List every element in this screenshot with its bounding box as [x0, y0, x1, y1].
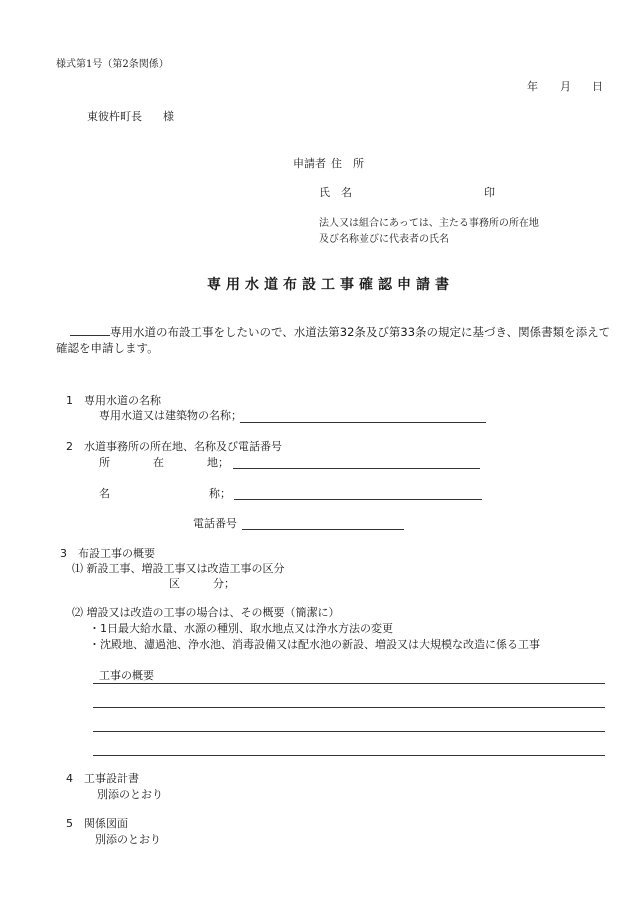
location-field-line	[233, 468, 480, 469]
addressee-honorific: 様	[163, 110, 174, 123]
section4-heading: 4 工事設計書	[66, 772, 139, 785]
overview-line-2	[93, 707, 605, 708]
applicant-note-line1: 法人又は組合にあっては、主たる事務所の所在地	[319, 218, 539, 229]
intro-text: 専用水道の布設工事をしたいので、水道法第32条及び第33条の規定に基づき、関係書類を添えて確認を申請します。	[56, 325, 611, 355]
name-label-1: 名	[99, 487, 110, 500]
applicant-label: 申請者	[293, 157, 326, 170]
section5-heading: 5 関係図面	[66, 817, 128, 830]
blank-field	[70, 325, 110, 336]
applicant-note-line2: 及び名称並びに代表者の氏名	[319, 234, 449, 245]
seal-mark: 印	[484, 186, 495, 199]
overview-line-3	[93, 731, 605, 732]
location-label-2: 在	[153, 456, 164, 469]
addressee-name: 東彼杵町長	[87, 110, 142, 123]
applicant-name-label: 氏 名	[319, 186, 352, 199]
section3-heading: 3 布設工事の概要	[60, 547, 155, 560]
section2-heading: 2 水道事務所の所在地、名称及び電話番号	[66, 440, 282, 453]
division-label-2: 分；	[213, 577, 235, 590]
location-label-3: 地；	[207, 456, 229, 469]
name-field-line	[234, 499, 482, 500]
section1-field-label: 専用水道又は建築物の名称；	[99, 409, 242, 422]
form-number: 様式第1号（第2条関係）	[56, 59, 169, 70]
intro-paragraph	[56, 324, 616, 356]
overview-line-1	[93, 683, 605, 684]
section3-sub2: ⑵ 増設又は改造の工事の場合は、その概要（簡潔に）	[72, 606, 340, 619]
section3-bullet2: ・沈殿地、濾過池、浄水池、消毒設備又は配水池の新設、増設又は大規模な改造に係る工事	[89, 638, 540, 651]
overview-line-4	[93, 755, 605, 756]
section5-text: 別添のとおり	[95, 833, 161, 846]
overview-label: 工事の概要	[99, 669, 154, 682]
date-year: 年	[527, 80, 538, 93]
name-label-2: 称；	[209, 487, 231, 500]
date-month: 月	[560, 80, 571, 93]
section1-heading: 1 専用水道の名称	[66, 394, 161, 407]
section1-field-line	[240, 422, 486, 423]
location-label-1: 所	[99, 456, 110, 469]
phone-field-line	[242, 529, 404, 530]
date-day: 日	[592, 80, 603, 93]
section3-sub1: ⑴ 新設工事、増設工事又は改造工事の区分	[72, 562, 285, 575]
applicant-address-label: 住 所	[331, 157, 364, 170]
phone-label: 電話番号	[193, 517, 237, 530]
document-title: 専用水道布設工事確認申請書	[207, 277, 454, 293]
section4-text: 別添のとおり	[97, 788, 163, 801]
division-label-1: 区	[169, 577, 180, 590]
section3-bullet1: ・1日最大給水量、水源の種別、取水地点又は浄水方法の変更	[89, 622, 393, 635]
